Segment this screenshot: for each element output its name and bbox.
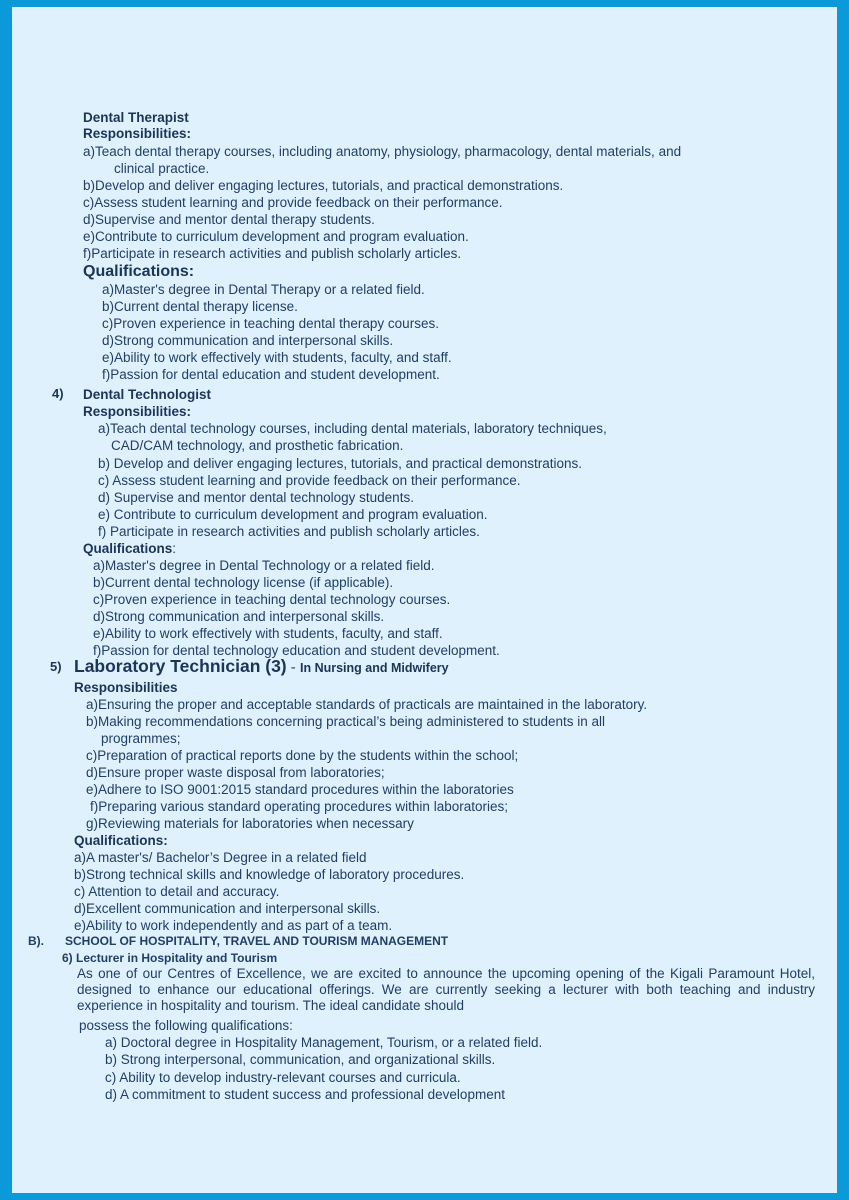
list-item: c)Assess student learning and provide feedback on their performance.	[83, 195, 503, 210]
list-item: c)Proven experience in teaching dental technology courses.	[93, 592, 451, 607]
lecturer-title: Lecturer in Hospitality and Tourism	[76, 951, 278, 965]
list-item: a)Teach dental therapy courses, including anatomy, physiology, pharmacology, dental materials, and	[83, 144, 682, 159]
list-item: e)Ability to work effectively with students, faculty, and staff.	[102, 350, 452, 365]
list-item: f)Passion for dental technology education and student development.	[93, 643, 500, 658]
list-item: d)Ensure proper waste disposal from laboratories;	[86, 765, 385, 780]
list-item: b) Develop and deliver engaging lectures, tutorials, and practical demonstrations.	[98, 456, 583, 471]
section-number: 5)	[50, 659, 62, 674]
list-item: a)Master's degree in Dental Technology or a related field.	[93, 558, 435, 573]
lecturer-qual-lead: possess the following qualifications:	[79, 1018, 293, 1033]
dental-therapist-resp-heading: Responsibilities:	[83, 126, 192, 141]
list-item: a) Doctoral degree in Hospitality Management, Tourism, or a related field.	[105, 1035, 543, 1050]
list-item: CAD/CAM technology, and prosthetic fabrication.	[111, 438, 404, 453]
list-item: b) Strong interpersonal, communication, and organizational skills.	[105, 1052, 496, 1067]
list-item: e) Contribute to curriculum development and program evaluation.	[98, 507, 488, 522]
list-item: e)Contribute to curriculum development and program evaluation.	[83, 229, 469, 244]
list-item: a)A master's/ Bachelor’s Degree in a related field	[74, 850, 367, 865]
list-item: c) Ability to develop industry-relevant courses and curricula.	[105, 1070, 461, 1085]
document-page	[12, 7, 837, 1193]
lab-technician-subtitle: In Nursing and Midwifery	[299, 661, 449, 675]
list-item: b)Develop and deliver engaging lectures, tutorials, and practical demonstrations.	[83, 178, 564, 193]
lecturer-heading	[62, 950, 277, 967]
list-item: f) Participate in research activities and publish scholarly articles.	[98, 524, 480, 539]
section-number: 6)	[62, 951, 73, 965]
qual-heading-colon: :	[172, 541, 177, 556]
lab-technician-qual-heading: Qualifications:	[74, 833, 168, 848]
lab-technician-title-row	[74, 658, 449, 677]
dental-therapist-qual-heading: Qualifications:	[83, 263, 195, 280]
lab-technician-title: Laboratory Technician (3)	[74, 656, 287, 676]
list-item: d)Excellent communication and interpersonal skills.	[74, 901, 381, 916]
lecturer-intro: As one of our Centres of Excellence, we are excited to announce the upcoming opening of the Kigali Paramount Hotel, designed to enhance our educational offerings. We are currently seeking a lecturer with both teaching and industry experience in hospitality and tourism. The ideal candidate should	[77, 966, 815, 1013]
list-item: g)Reviewing materials for laboratories when necessary	[86, 816, 414, 831]
list-item: b)Current dental technology license (if applicable).	[93, 575, 394, 590]
dental-technologist-qual-heading	[83, 540, 176, 557]
list-item: c)Preparation of practical reports done by the students within the school;	[86, 748, 519, 763]
list-item: d)Supervise and mentor dental therapy students.	[83, 212, 375, 227]
list-item: a)Teach dental technology courses, including dental materials, laboratory techniques,	[98, 421, 607, 436]
list-item: f)Participate in research activities and publish scholarly articles.	[83, 246, 462, 261]
title-dash: -	[286, 659, 300, 676]
dental-therapist-title: Dental Therapist	[83, 110, 189, 125]
section-letter: B).	[28, 934, 44, 948]
list-item: d)Strong communication and interpersonal skills.	[93, 609, 385, 624]
list-item: b)Current dental therapy license.	[102, 299, 298, 314]
list-item: d) Supervise and mentor dental technology students.	[98, 490, 414, 505]
qual-heading-text: Qualifications	[83, 541, 173, 556]
list-item: b)Strong technical skills and knowledge of laboratory procedures.	[74, 867, 465, 882]
list-item: a)Ensuring the proper and acceptable standards of practicals are maintained in the laboratory.	[86, 697, 648, 712]
list-item: a)Master's degree in Dental Therapy or a related field.	[102, 282, 425, 297]
list-item: e)Adhere to ISO 9001:2015 standard procedures within the laboratories	[86, 782, 514, 797]
list-item: f)Passion for dental education and student development.	[102, 367, 440, 382]
list-item: programmes;	[101, 731, 181, 746]
list-item: f)Preparing various standard operating procedures within laboratories;	[90, 799, 508, 814]
list-item: e)Ability to work effectively with students, faculty, and staff.	[93, 626, 443, 641]
dental-technologist-title: Dental Technologist	[83, 387, 212, 402]
list-item: d)Strong communication and interpersonal skills.	[102, 333, 394, 348]
list-item: d) A commitment to student success and professional development	[105, 1087, 505, 1102]
dental-technologist-resp-heading: Responsibilities:	[83, 404, 192, 419]
list-item: b)Making recommendations concerning practical’s being administered to students in all	[86, 714, 606, 729]
list-item: c)Proven experience in teaching dental therapy courses.	[102, 316, 439, 331]
list-item: c) Attention to detail and accuracy.	[74, 884, 280, 899]
list-item: clinical practice.	[114, 161, 210, 176]
school-heading: SCHOOL OF HOSPITALITY, TRAVEL AND TOURISM MANAGEMENT	[65, 934, 449, 948]
lab-technician-resp-heading: Responsibilities	[74, 680, 178, 695]
section-number: 4)	[52, 386, 64, 401]
list-item: e)Ability to work independently and as part of a team.	[74, 918, 393, 933]
list-item: c) Assess student learning and provide feedback on their performance.	[98, 473, 521, 488]
